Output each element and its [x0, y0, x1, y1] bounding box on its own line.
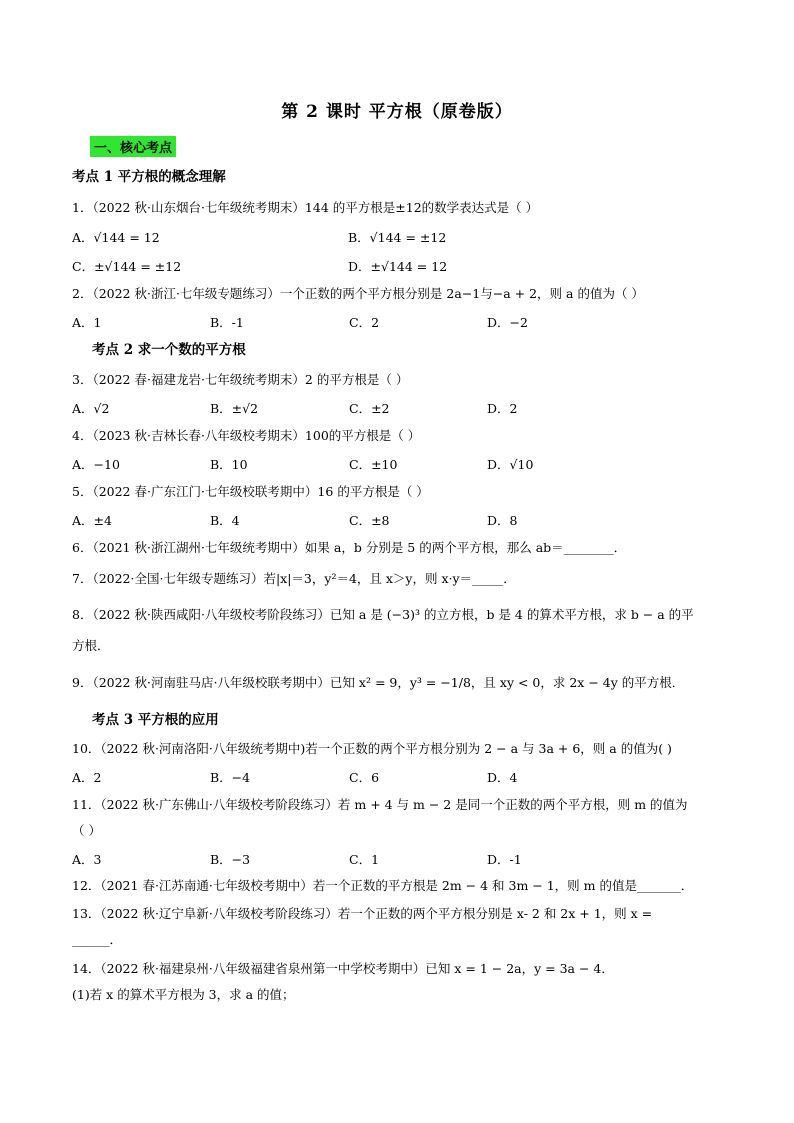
- question-3-options: [72, 399, 772, 417]
- question-9: 9．（2022 秋·河南驻马店·八年级校联考期中）已知 x² = 9，y³ = −1/8，且 xy < 0，求 2x − 4y 的平方根．: [72, 675, 685, 690]
- option-a: A．2: [72, 770, 102, 785]
- question-7: 7．（2022·全国·七年级专题练习）若|x|＝3，y²＝4，且 x＞y，则 x·y＝_____．: [72, 571, 516, 586]
- page-title: 第 2 课时 平方根（原卷版）: [281, 102, 513, 122]
- option-a: A．1: [72, 315, 102, 330]
- question-12: 12．（2021 春·江苏南通·七年级校考期中）若一个正数的平方根是 2m − 4 和 3m − 1，则 m 的值是_______．: [72, 878, 694, 893]
- question-14-part-1: (1)若 x 的算术平方根为 3，求 a 的值；: [72, 987, 295, 1002]
- question-4-options: [72, 455, 772, 473]
- option-c: C．1: [349, 852, 380, 867]
- question-10-options: [72, 768, 772, 786]
- option-d: D．-1: [487, 852, 522, 867]
- option-d: D．2: [487, 401, 518, 416]
- option-c: C．6: [349, 770, 380, 785]
- option-b: B．±√2: [210, 401, 259, 416]
- question-10-stem: 10．（2022 秋·河南洛阳·八年级统考期中)若一个正数的两个平方根分别为 2 − a 与 3a + 6，则 a 的值为( ): [72, 741, 672, 756]
- question-4-stem: 4．（2023 秋·吉林长春·八年级校考期末）100的平方根是（ ）: [72, 428, 421, 443]
- topic-heading-2: 考点 2 求一个数的平方根: [92, 342, 246, 358]
- question-13-line-1: 13．（2022 秋·辽宁阜新·八年级校考阶段练习）若一个正数的两个平方根分别是 x- 2 和 2x + 1，则 x =: [72, 906, 653, 921]
- question-13-line-2: ______．: [72, 932, 123, 947]
- option-a: A．±4: [72, 513, 112, 528]
- option-c: C．±√144 = ±12: [72, 259, 182, 274]
- topic-heading-3: 考点 3 平方根的应用: [92, 712, 219, 728]
- question-2-options: [72, 313, 772, 331]
- topic-heading-1: 考点 1 平方根的概念理解: [72, 169, 226, 185]
- option-a: A．√2: [72, 401, 110, 416]
- option-c: C．±8: [349, 513, 390, 528]
- question-5-stem: 5．（2022 春·广东江门·七年级校联考期中）16 的平方根是（ ）: [72, 484, 429, 499]
- question-1-stem: 1．（2022 秋·山东烟台·七年级统考期末）144 的平方根是±12的数学表达式是（ ）: [72, 200, 539, 215]
- option-b: B．−3: [210, 852, 251, 867]
- option-a: A．√144 = 12: [72, 230, 160, 245]
- option-b: B．−4: [210, 770, 251, 785]
- option-a: A．3: [72, 852, 102, 867]
- question-8-line-2: 方根．: [72, 638, 110, 653]
- option-b: B．4: [210, 513, 240, 528]
- option-c: C．2: [349, 315, 380, 330]
- option-b: B．-1: [210, 315, 244, 330]
- question-11-options: [72, 850, 772, 868]
- option-d: D．8: [487, 513, 518, 528]
- question-11-line-2: （ ）: [72, 823, 101, 838]
- option-d: D．−2: [487, 315, 528, 330]
- option-d: D．√10: [487, 457, 534, 472]
- option-d: D．±√144 = 12: [348, 259, 448, 274]
- question-11-line-1: 11．（2022 秋·广东佛山·八年级校考阶段练习）若 m + 4 与 m − 2 是同一个正数的两个平方根，则 m 的值为: [72, 797, 688, 812]
- question-1-options-2: [72, 257, 772, 275]
- option-c: C．±2: [349, 401, 390, 416]
- question-5-options: [72, 511, 772, 529]
- question-6: 6．（2021 秋·浙江湖州·七年级统考期中）如果 a，b 分别是 5 的两个平方根，那么 ab＝________．: [72, 540, 627, 555]
- option-b: B．10: [210, 457, 248, 472]
- question-3-stem: 3．（2022 春·福建龙岩·七年级统考期末）2 的平方根是（ ）: [72, 372, 409, 387]
- question-14-stem: 14．（2022 秋·福建泉州·八年级福建省泉州第一中学校考期中）已知 x = 1 − 2a，y = 3a − 4．: [72, 961, 614, 976]
- section-heading-highlight: 一、核心考点: [90, 136, 176, 157]
- option-a: A．−10: [72, 457, 120, 472]
- option-c: C．±10: [349, 457, 398, 472]
- option-d: D．4: [487, 770, 518, 785]
- question-8-line-1: 8．（2022 秋·陕西咸阳·八年级校考阶段练习）已知 a 是 (−3)³ 的立方根，b 是 4 的算术平方根，求 b − a 的平: [72, 607, 694, 622]
- option-b: B．√144 = ±12: [348, 230, 447, 245]
- question-1-options: [72, 228, 772, 246]
- question-2-stem: 2．（2022 秋·浙江·七年级专题练习）一个正数的两个平方根分别是 2a−1与−a + 2，则 a 的值为（ ）: [72, 286, 644, 301]
